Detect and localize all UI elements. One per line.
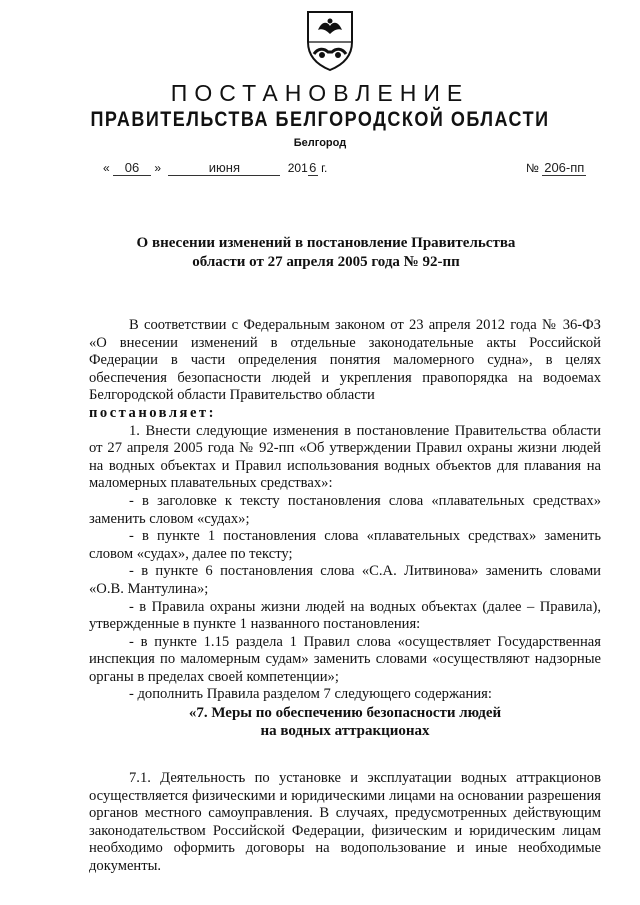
city-label: Белгород xyxy=(293,137,347,149)
paragraph-7-1: 7.1. Деятельность по установке и эксплуатации водных аттракционов осуществляется физическими и юридическими лицами на основании разрешения органов местного самоуправления. В случаях, предусмотренных действующим законодательством Российской Федерации, физическим и юридическим лицам необходимо оформить договоры на водопользование и иные необходимые документы. xyxy=(89,770,601,875)
sub-item-point-6-change: - в пункте 6 постановления слова «С.А. Литвинова» заменить словами «О.В. Мантулина»; xyxy=(89,563,601,597)
date-year-digit: 6 xyxy=(309,160,317,175)
document-date xyxy=(103,160,327,176)
date-open-quote: « xyxy=(103,161,110,175)
date-day: 06 xyxy=(113,160,151,176)
sub-item-add-section-7: - дополнить Правила разделом 7 следующего содержания: xyxy=(129,686,492,703)
date-month: июня xyxy=(168,160,280,176)
resolves-word: постановляет: xyxy=(89,404,216,421)
preamble-paragraph: В соответствии с Федеральным законом от 23 апреля 2012 года № 36-ФЗ «О внесении изменений в отдельные законодательные акты Российской Федерации в части определения понятия маломерного судна», в целях обеспечения безопасности людей и укрепления правопорядка на водоемах Белгородской области Правительство области xyxy=(89,317,601,404)
sub-item-point-1-15-change: - в пункте 1.15 раздела 1 Правил слова «осуществляет Государственная инспекция по маломерным судам» заменить словами «осуществляют надзорные органы в пределах своей компетенции»; xyxy=(89,633,601,685)
section-spacer xyxy=(89,740,601,770)
sub-item-point-1-change: - в пункте 1 постановления слова «плавательных средствах» заменить словом «судах», далее по тексту; xyxy=(89,528,601,562)
item-1-paragraph: 1. Внести следующие изменения в постановление Правительства области от 27 апреля 2005 года № 92-пп «Об утверждении Правил охраны жизни людей на водных объектах и Правил использования водных объектов для плавания на маломерных плавательных средствах»: xyxy=(89,422,601,492)
document-title-line-2: области от 27 апреля 2005 года № 92-пп xyxy=(192,254,460,270)
document-type-heading: ПОСТАНОВЛЕНИЕ xyxy=(170,80,470,106)
date-close-quote: » xyxy=(154,161,162,175)
number-sign: № xyxy=(526,161,539,175)
date-year-prefix: 201 xyxy=(287,161,308,175)
date-year-suffix: г. xyxy=(321,161,328,175)
belgorod-coat-of-arms-icon xyxy=(298,8,362,72)
document-body xyxy=(89,317,601,876)
sub-item-title-change: - в заголовке к тексту постановления слова «плавательных средствах» заменить словом «судах»; xyxy=(89,492,601,527)
number-value: 206-пп xyxy=(544,160,585,175)
document-title xyxy=(120,234,532,272)
sub-item-rules-change: - в Правила охраны жизни людей на водных объектах (далее – Правила), утвержденные в пункте 1 названного постановления: xyxy=(89,598,601,633)
document-title-line-1: О внесении изменений в постановление Правительства xyxy=(136,235,516,251)
document-number xyxy=(526,160,586,175)
section-7-title-line-1: «7. Меры по обеспечению безопасности людей xyxy=(188,705,502,722)
issuing-authority-heading: ПРАВИТЕЛЬСТВА БЕЛГОРОДСКОЙ ОБЛАСТИ xyxy=(90,107,550,131)
section-7-title-line-2: на водных аттракционах xyxy=(260,723,430,740)
